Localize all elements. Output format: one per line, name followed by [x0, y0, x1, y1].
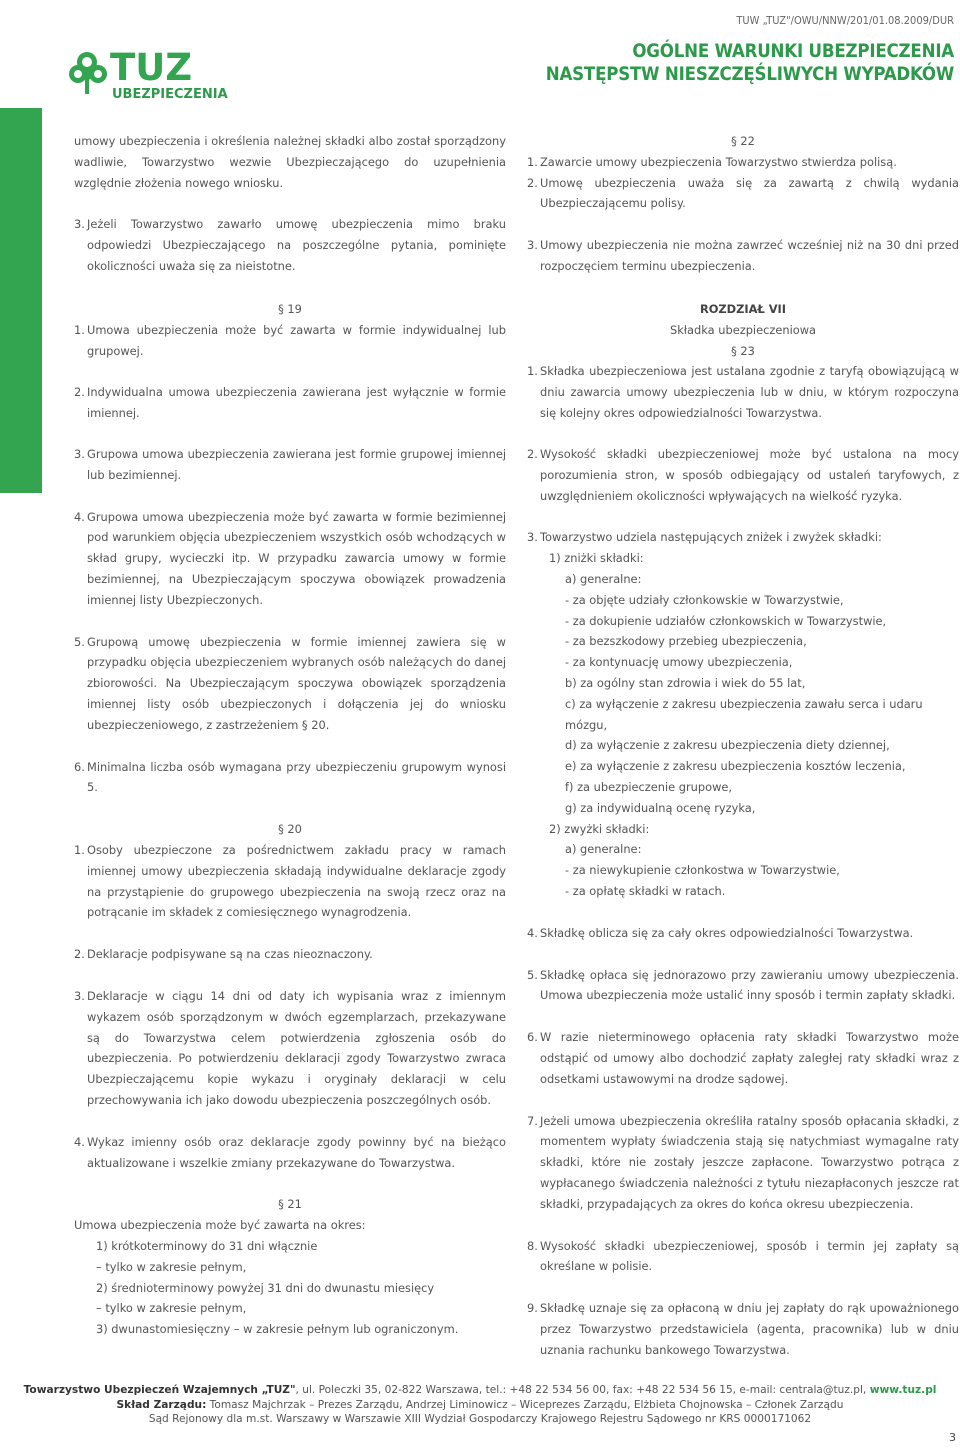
chapter-heading: ROZDZIAŁ VII [699, 302, 787, 316]
right-column-bottom [527, 444, 959, 1360]
logo-subtext: UBEZPIECZENIA [112, 87, 228, 102]
list-item: - za kontynuację umowy ubezpieczenia, [565, 655, 793, 670]
list-item: 6. Minimalna liczba osób wymagana przy ubezpieczeniu grupowym wynosi 5. [74, 759, 506, 795]
side-green-bar [0, 108, 42, 493]
list-item: 2) zwyżki składki: [549, 821, 650, 836]
list-item: 1. Zawarcie umowy ubezpieczenia Towarzystwo stwierdza polisą. [527, 154, 897, 169]
list-item: 3. Deklaracje w ciągu 14 dni od daty ich wypisania wraz z imiennym wykazem osób sporządzonym w dwóch egzemplarzach, przekazywane są do Towarzystwa celem potwierdzenia zgłoszenia osób do ubezpieczenia. Po potwierdzeniu deklaracji zgody Towarzystwo zwraca Ubezpieczającemu kopie wykazu i oryginały deklaracji w celu przechowywania ich jako dowodu ubezpieczenia poszczególnych osób. [74, 988, 506, 1107]
document-code: TUW „TUZ"/OWU/NNW/201/01.08.2009/DUR [736, 14, 954, 27]
section-heading: § 19 [278, 302, 302, 316]
list-item: 6. W razie nieterminowego opłacenia raty składki Towarzystwo może odstąpić od umowy albo dochodzić zapłaty zaległej raty składki wraz z odsetkami ustawowymi na drodze sądowej. [527, 1030, 959, 1086]
page-footer [0, 1383, 960, 1427]
list-item: 1. Składka ubezpieczeniowa jest ustalana zgodnie z taryfą obowiązującą w dniu zawarcia umowy ubezpieczenia lub w dniu, w którym rozpoczyna się kolejny okres odpowiedzialności Towarzystwa. [527, 364, 959, 420]
right-chapter-7 [527, 299, 959, 424]
left-column-bottom [74, 444, 506, 1340]
list-item: - za niewykupienie członkostwa w Towarzystwie, [565, 863, 840, 878]
footer-court: Sąd Rejonowy dla m.st. Warszawy w Warszawie XIII Wydział Gospodarczy Krajowego Rejestru Sądowego nr KRS 0000171062 [148, 1413, 812, 1425]
list-item: - za objęte udziały członkowskie w Towarzystwie, [565, 592, 844, 607]
list-item: - za bezszkodowy przebieg ubezpieczenia, [565, 634, 807, 649]
chapter-subtitle: Składka ubezpieczeniowa [669, 322, 816, 337]
list-item: 4. Składkę oblicza się za cały okres odpowiedzialności Towarzystwa. [527, 925, 914, 940]
section-heading: § 23 [731, 343, 755, 358]
left-column-top [74, 131, 506, 277]
list-item: – tylko w zakresie pełnym, [96, 1259, 247, 1274]
page-number: 3 [949, 1431, 956, 1444]
list-item: 1) krótkoterminowy do 31 dni włącznie [96, 1238, 318, 1253]
section-heading: § 21 [278, 1197, 302, 1212]
list-item: 3. Towarzystwo udziela następujących zniżek i zwyżek składki: [527, 530, 882, 545]
list-item: 2. Deklaracje podpisywane są na czas nieoznaczony. [74, 947, 373, 962]
logo-text: TUZ [110, 46, 193, 89]
list-item: 9. Składkę uznaje się za opłaconą w dniu jej zapłaty do rąk upoważnionego przez Towarzystwo przedstawiciela (agenta, pracownika) lub w dniu uznania rachunku bankowego Towarzystwa. [527, 1301, 959, 1357]
list-item: c) za wyłączenie z zakresu ubezpieczenia zawału serca i udaru mózgu, [565, 696, 923, 732]
list-item: b) za ogólny stan zdrowia i wiek do 55 lat, [565, 675, 806, 690]
footer-board: Tomasz Majchrzak – Prezes Zarządu, Andrzej Liminowicz – Wiceprezes Zarządu, Elżbieta Chojnowska – Członek Zarządu [206, 1398, 844, 1411]
page-header [0, 0, 960, 110]
section-heading: § 22 [731, 134, 755, 148]
list-item: - za opłatę składki w ratach. [565, 883, 726, 898]
paragraph: umowy ubezpieczenia i określenia należnej składki albo został sporządzony wadliwie, Towarzystwo wezwie Ubezpieczającego do uzupełnienia względnie złożenia nowego wniosku. [74, 134, 506, 190]
list-item: d) za wyłączenie z zakresu ubezpieczenia diety dziennej, [565, 738, 890, 753]
list-item: 4. Grupowa umowa ubezpieczenia może być zawarta w formie bezimiennej pod warunkiem objęcia ubezpieczeniem wszystkich osób wchodzących w skład grupy, wycieczki itp. W przypadku zawarcia umowy w formie bezimiennej, na Ubezpieczającym spoczywa obowiązek prowadzenia imiennej listy Ubezpieczonych. [74, 509, 506, 607]
footer-company: Towarzystwo Ubezpieczeń Wzajemnych „TUZ" [23, 1384, 296, 1396]
list-item: a) generalne: [565, 842, 642, 857]
list-item: 1) zniżki składki: [549, 551, 644, 566]
list-item: g) za indywidualną ocenę ryzyka, [565, 800, 756, 815]
list-item: 3. Jeżeli Towarzystwo zawarło umowę ubezpieczenia mimo braku odpowiedzi Ubezpieczającego na poszczególne pytania, pominięte okoliczności uważa się za nieistotne. [74, 217, 506, 273]
list-item: 3. Umowy ubezpieczenia nie można zawrzeć wcześniej niż na 30 dni przed rozpoczęciem terminu ubezpieczenia. [527, 238, 959, 273]
list-item: 3) dwunastomiesięczny – w zakresie pełnym lub ograniczonym. [96, 1322, 459, 1337]
list-item: - za dokupienie udziałów członkowskich w Towarzystwie, [565, 613, 887, 628]
list-item: 1. Osoby ubezpieczone za pośrednictwem zakładu pracy w ramach imiennej umowy ubezpieczenia składają indywidualne deklaracje zgody na przystąpienie do grupowego ubezpieczenia na swoją rzecz oraz na potrącanie im składek z comiesięcznego wynagrodzenia. [74, 842, 506, 920]
section-heading: § 20 [278, 822, 302, 837]
list-item: 3. Grupowa umowa ubezpieczenia zawierana jest formie grupowej imiennej lub bezimiennej. [74, 447, 506, 482]
tuz-logo [68, 44, 238, 104]
list-item: 2) średnioterminowy powyżej 31 dni do dwunastu miesięcy [96, 1280, 435, 1295]
right-section-22 [527, 131, 959, 277]
list-item: a) generalne: [565, 571, 642, 586]
list-item: 1. Umowa ubezpieczenia może być zawarta w formie indywidualnej lub grupowej. [74, 322, 506, 358]
list-item: 4. Wykaz imienny osób oraz deklaracje zgody powinny być na bieżąco aktualizowane i wszelkie zmiany przekazywane do Towarzystwa. [74, 1134, 506, 1170]
list-item: 2. Umowę ubezpieczenia uważa się za zawartą z chwilą wydania Ubezpieczającemu polisy. [527, 175, 959, 211]
list-item: 5. Grupową umowę ubezpieczenia w formie imiennej zawiera się w przypadku objęcia ubezpieczeniem wybranych osób należących do danej zbiorowości. Na Ubezpieczającym spoczywa obowiązek sporządzenia imiennej listy osób ubezpieczonych i dołączenia jej do wniosku ubezpieczeniowego, z zastrzeżeniem § 20. [74, 634, 506, 732]
footer-address: , ul. Poleczki 35, 02-822 Warszawa, tel.: +48 22 534 56 00, fax: +48 22 534 56 15, e-mail: centrala@tuz.pl, [295, 1384, 870, 1396]
list-item: 7. Jeżeli umowa ubezpieczenia określiła ratalny sposób opłacania składki, z momentem wypłaty świadczenia stają się natychmiast wymagalne raty składki, które nie zostały jeszcze zapłacone. Towarzystwo potrąca z wypłacanego świadczenia należności z tytułu niezapłaconych jeszcze rat składki, przypadających za okres do końca okresu ubezpieczenia. [527, 1113, 959, 1211]
footer-website-link[interactable]: www.tuz.pl [869, 1384, 937, 1396]
list-item: 2. Wysokość składki ubezpieczeniowej może być ustalona na mocy porozumienia stron, w sposób odbiegający od ustaleń taryfowych, z uwzględnieniem okoliczności wpływających na wielkość ryzyka. [527, 447, 959, 503]
list-item: 8. Wysokość składki ubezpieczeniowej, sposób i termin jej zapłaty są określane w polisie. [527, 1238, 959, 1274]
footer-board-label: Skład Zarządu: [116, 1398, 207, 1411]
paragraph: Umowa ubezpieczenia może być zawarta na okres: [74, 1218, 366, 1233]
list-item: f) za ubezpieczenie grupowe, [565, 779, 733, 794]
list-item: e) za wyłączenie z zakresu ubezpieczenia kosztów leczenia, [565, 759, 906, 774]
left-section-19 [74, 299, 506, 424]
list-item: – tylko w zakresie pełnym, [96, 1301, 247, 1316]
list-item: 5. Składkę opłaca się jednorazowo przy zawieraniu umowy ubezpieczenia. Umowa ubezpieczenia może ustalić inny sposób i termin zapłaty składki. [527, 967, 959, 1003]
document-title: OGÓLNE WARUNKI UBEZPIECZENIA NASTĘPSTW NIESZCZĘŚLIWYCH WYPADKÓW [545, 41, 954, 85]
list-item: 2. Indywidualna umowa ubezpieczenia zawierana jest wyłącznie w formie imiennej. [74, 385, 506, 421]
